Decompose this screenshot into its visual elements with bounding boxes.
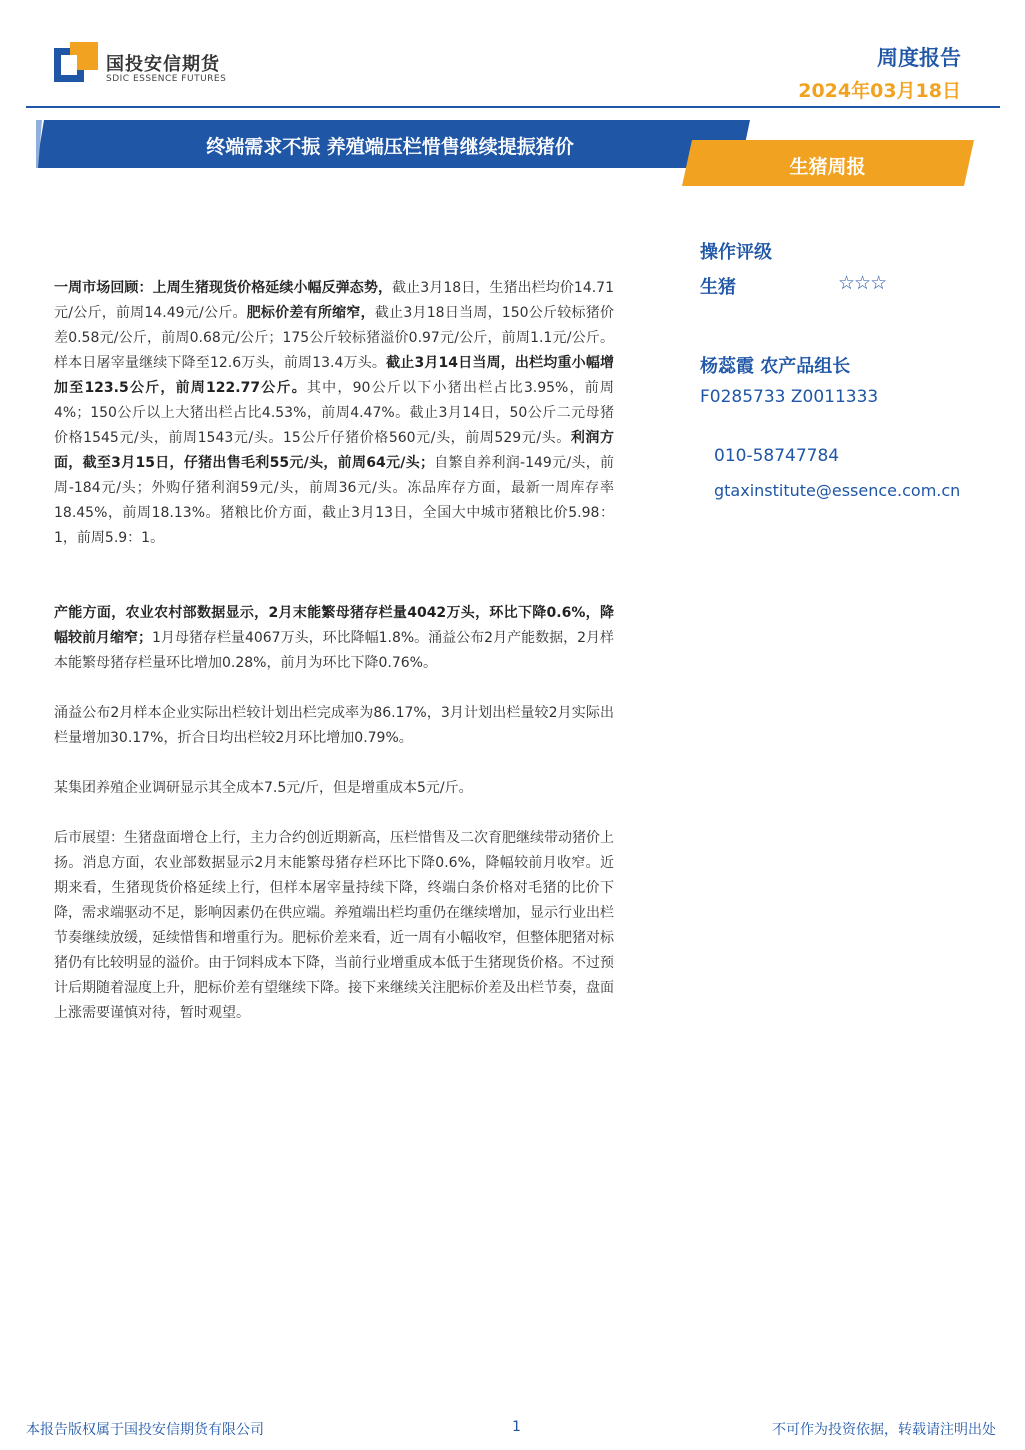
logo-text-en: SDIC ESSENCE FUTURES <box>106 74 227 84</box>
body-text: 其中，90公斤以下小猪出栏占比3.95%，前周4%；150公斤以上大猪出栏占比4.53%，前周4.47%。截止3月14日，50公斤二元母猪价格1545元/头，前周1543元/头。15公斤仔猪价格560元/头，前周529元/头。 <box>54 380 614 446</box>
rating-commodity: 生猪 <box>700 277 736 298</box>
highlight-text: 截止3月14日当周，出栏均重小幅增加至123.5公斤，前周122.77公斤。 <box>54 355 614 396</box>
report-body <box>54 276 614 1026</box>
report-category-tag: 生猪周报 <box>789 156 866 178</box>
highlight-text: 一周市场回顾：上周生猪现货价格延续小幅反弹态势， <box>54 280 393 296</box>
highlight-text: 肥标价差有所缩窄， <box>246 305 375 321</box>
paragraph-cost-survey: 某集团养殖企业调研显示其全成本7.5元/斤，但是增重成本5元/斤。 <box>54 780 473 796</box>
page-number: 1 <box>512 1419 521 1435</box>
report-type: 周度报告 <box>877 46 961 70</box>
highlight-text: 利润方面，截至3月15日，仔猪出售毛利55元/头，前周64元/头； <box>54 430 615 471</box>
analyst-license-numbers: F0285733 Z0011333 <box>700 387 879 407</box>
logo-text-cn: 国投安信期货 <box>106 54 220 75</box>
header-divider <box>26 106 1000 108</box>
report-title: 终端需求不振 养殖端压栏惜售继续提振猪价 <box>206 136 574 158</box>
footer-copyright: 本报告版权属于国投安信期货有限公司 <box>26 1422 264 1438</box>
contact-email[interactable]: gtaxinstitute@essence.com.cn <box>714 481 961 500</box>
company-logo-icon <box>54 42 98 82</box>
paragraph-capacity <box>54 601 614 676</box>
paragraph-market-review <box>54 276 614 551</box>
rating-stars-icon: ☆☆☆ <box>838 272 887 294</box>
body-text: 截止3月18日，生猪出栏均价14.71元/公斤，前周14.49元/公斤。 <box>54 280 614 321</box>
body-text: 截止3月18日当周，150公斤较标猪价差0.58元/公斤，前周0.68元/公斤；175公斤较标猪溢价0.97元/公斤，前周1.1元/公斤。样本日屠宰量继续下降至12.6万头，前周13.4万头。 <box>54 305 614 371</box>
highlight-text: 产能方面，农业农村部数据显示，2月末能繁母猪存栏量4042万头，环比下降0.6%，降幅较前月缩窄； <box>54 605 614 646</box>
report-date: 2024年03月18日 <box>798 80 961 102</box>
paragraph-outlook: 后市展望：生猪盘面增仓上行，主力合约创近期新高，压栏惜售及二次育肥继续带动猪价上扬。消息方面，农业部数据显示2月末能繁母猪存栏环比下降0.6%，降幅较前月收窄。近期来看，生猪现货价格延续上行，但样本屠宰量持续下降，终端白条价格对毛猪的比价下降，需求端驱动不足，影响因素仍在供应端。养殖端出栏均重仍在继续增加，显示行业出栏节奏继续放缓，延续惜售和增重行为。肥标价差来看，近一周有小幅收窄，但整体肥猪对标猪仍有比较明显的溢价。由于饲料成本下降，当前行业增重成本低于生猪现货价格。不过预计后期随着湿度上升，肥标价差有望继续下降。接下来继续关注肥标价差及出栏节奏，盘面上涨需要谨慎对待，暂时观望。 <box>54 830 614 1021</box>
analyst-name: 杨蕊霞 农产品组长 <box>700 356 851 377</box>
body-text: 1月母猪存栏量4067万头，环比降幅1.8%。涌益公布2月产能数据，2月样本能繁母猪存栏量环比增加0.28%，前月为环比下降0.76%。 <box>54 630 614 671</box>
paragraph-slaughter-plan: 涌益公布2月样本企业实际出栏较计划出栏完成率为86.17%，3月计划出栏量较2月实际出栏量增加30.17%，折合日均出栏较2月环比增加0.79%。 <box>54 705 614 746</box>
rating-heading: 操作评级 <box>700 242 772 263</box>
contact-phone: 010-58747784 <box>714 446 840 466</box>
body-text: 自繁自养利润-149元/头，前周-184元/头；外购仔猪利润59元/头，前周36元/头。冻品库存方面，最新一周库存率18.45%，前周18.13%。猪粮比价方面，截止3月13日，全国大中城市猪粮比价5.98：1，前周5.9：1。 <box>54 455 614 546</box>
footer-disclaimer: 不可作为投资依据，转载请注明出处 <box>772 1422 996 1438</box>
